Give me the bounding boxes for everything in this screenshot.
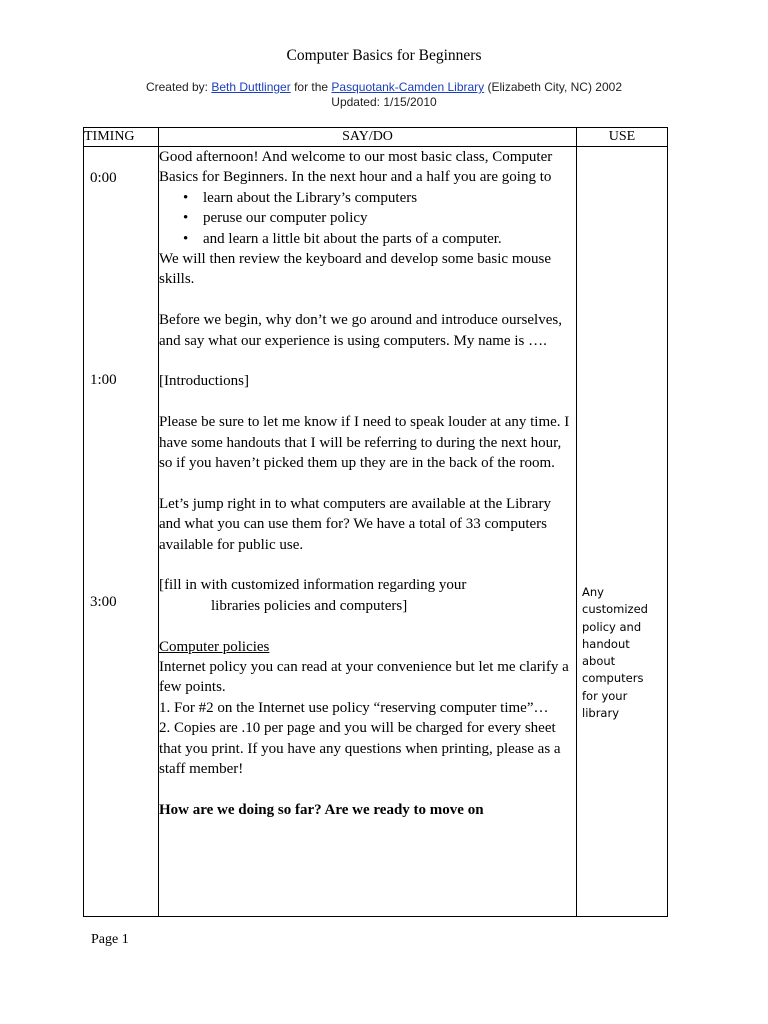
list-item: • learn about the Library’s computers [159, 188, 576, 208]
speak-louder-paragraph: Please be sure to let me know if I need to speak louder at any time. I have some handouts that I will be referring to during the next hour, so if you haven’t picked them up they are in the back of the room. [159, 414, 570, 472]
policy-point-1: 1. For #2 on the Internet use policy “reserving computer time”… [159, 699, 549, 716]
timing-cell [84, 147, 159, 917]
policies-heading: Computer policies [159, 638, 270, 655]
say-do-cell [159, 147, 577, 917]
credit-line [0, 80, 768, 110]
introduce-paragraph: Before we begin, why don’t we go around and introduce ourselves, and say what our experience is using computers. My name is …. [159, 312, 562, 349]
time-marker: 0:00 [90, 170, 117, 186]
computers-paragraph: Let’s jump right in to what computers are available at the Library and what you can use them for? We have a total of 33 computers available for public use. [159, 495, 551, 553]
created-by-line [0, 80, 768, 95]
updated-date: Updated: 1/15/2010 [331, 95, 437, 109]
list-item: • and learn a little bit about the parts of a computer. [159, 229, 576, 249]
list-item: • peruse our computer policy [159, 208, 576, 228]
check-in-question: How are we doing so far? Are we ready to move on [159, 801, 484, 818]
credit-prefix: Created by: [145, 80, 212, 94]
welcome-paragraph: Good afternoon! And welcome to our most basic class, Computer Basics for Beginners. In the next hour and a half you are going to [159, 149, 553, 186]
policies-paragraph: Internet policy you can read at your convenience but let me clarify a few points. [159, 659, 569, 696]
time-marker: 1:00 [90, 372, 117, 388]
use-cell [577, 147, 668, 917]
table-row [84, 147, 668, 917]
use-note: Any customized policy and handout about computers for your library [582, 585, 648, 721]
header-say-do: SAY/DO [159, 128, 577, 147]
review-paragraph: We will then review the keyboard and develop some basic mouse skills. [159, 251, 552, 288]
policy-point-2: 2. Copies are .10 per page and you will be charged for every sheet that you print. If you have any questions when printing, please as a staff member! [159, 720, 561, 778]
introductions-note: [Introductions] [159, 373, 249, 390]
page-number: Page 1 [91, 932, 129, 947]
credit-suffix: (Elizabeth City, NC) 2002 [484, 80, 623, 94]
lesson-plan-table [83, 127, 668, 917]
document-title: Computer Basics for Beginners [286, 47, 482, 64]
fill-in-note-line-2: libraries policies and computers] [211, 597, 408, 614]
header-use: USE [577, 128, 668, 147]
agenda-list [159, 188, 576, 249]
table-header-row [84, 128, 668, 147]
fill-in-note-line-1: [fill in with customized information regarding your [159, 577, 467, 594]
credit-middle: for the [290, 80, 332, 94]
time-marker: 3:00 [90, 594, 117, 610]
header-timing: TIMING [84, 128, 159, 147]
author-link[interactable]: Beth Duttlinger [211, 80, 291, 94]
library-link[interactable]: Pasquotank-Camden Library [331, 80, 485, 94]
